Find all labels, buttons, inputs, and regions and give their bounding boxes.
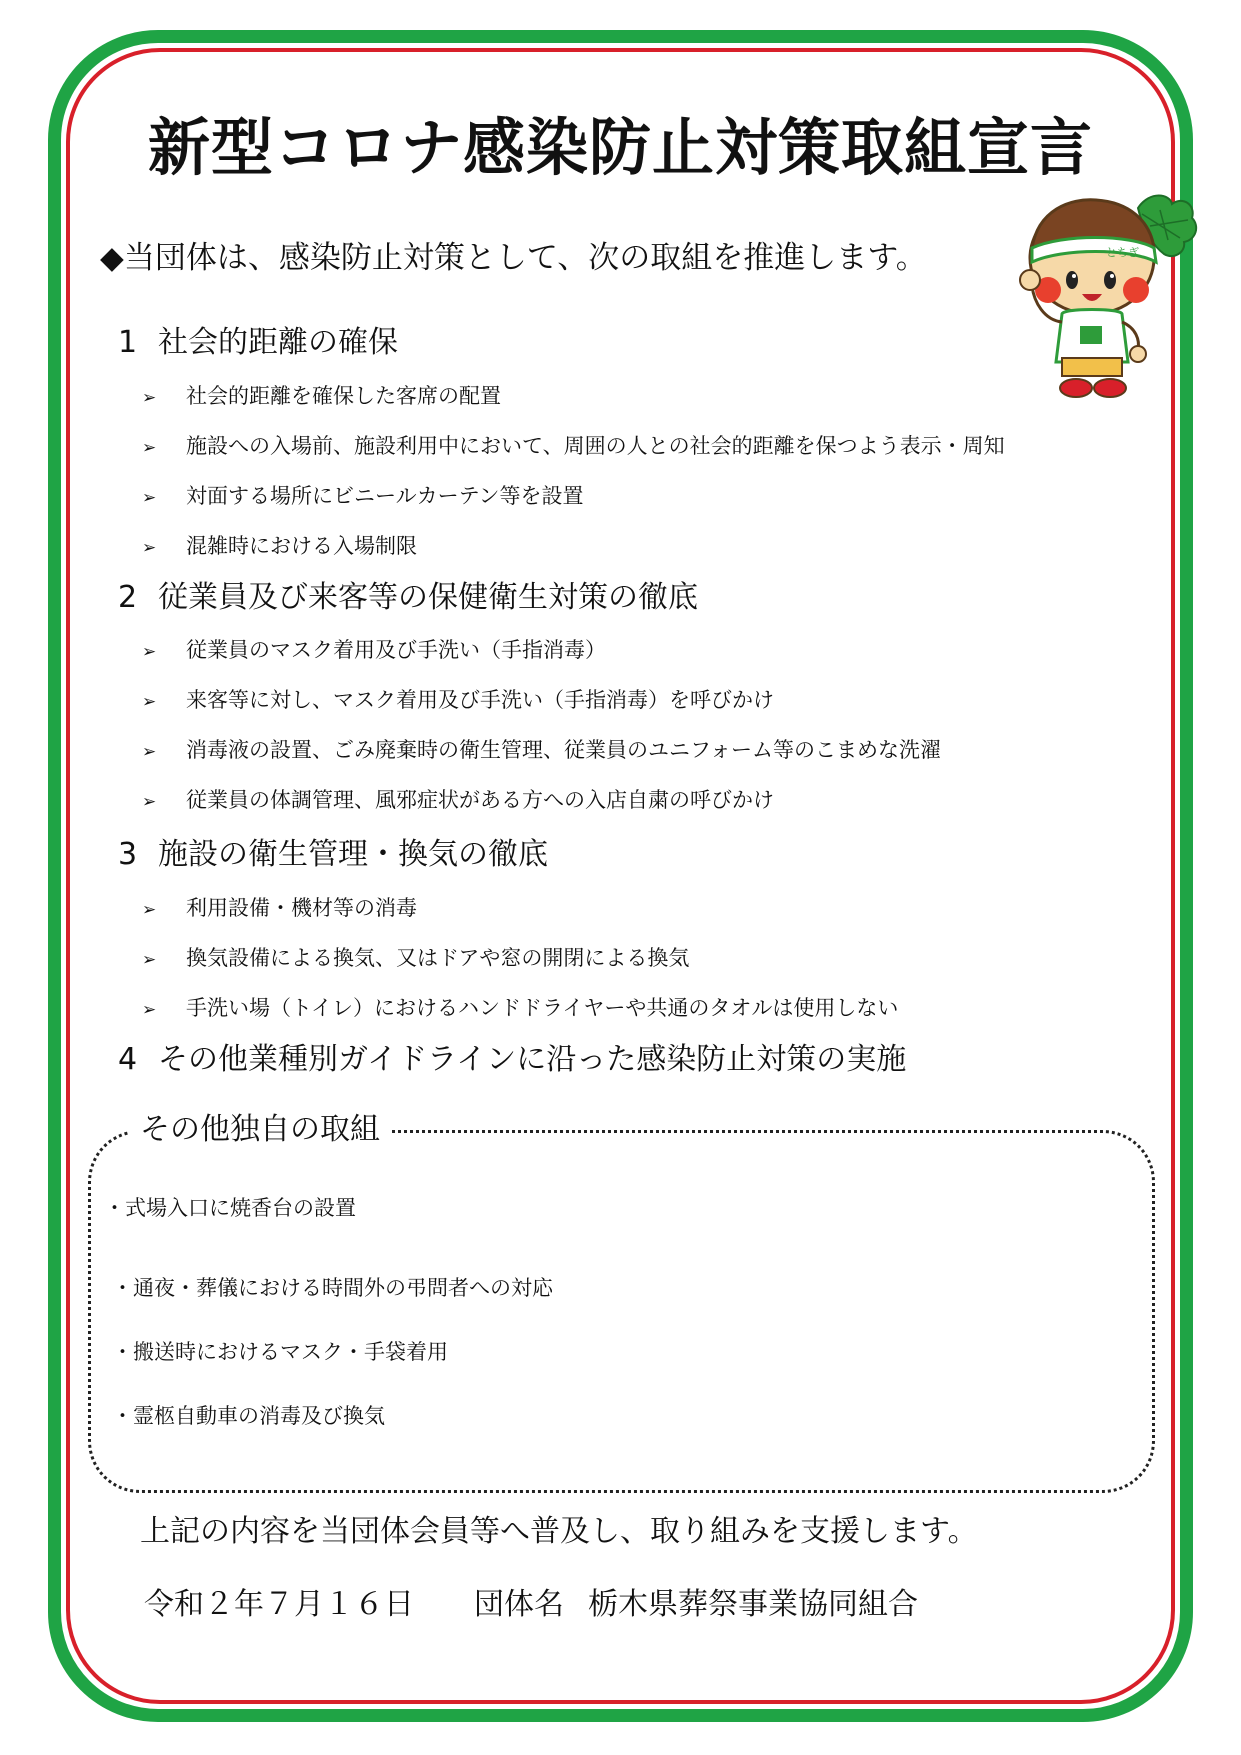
declaration-date: 令和２年７月１６日	[144, 1587, 414, 1622]
list-item: ➢ 混雑時における入場制限	[142, 531, 417, 563]
section-title: 社会的距離の確保	[158, 325, 398, 360]
section-number: 2	[118, 580, 138, 615]
list-item: ➢ 対面する場所にビニールカーテン等を設置	[142, 481, 584, 513]
arrow-bullet-icon: ➢	[142, 538, 157, 558]
list-item: ➢ 従業員の体調管理、風邪症状がある方への入店自粛の呼びかけ	[142, 785, 774, 817]
arrow-bullet-icon: ➢	[142, 438, 157, 458]
list-item: ➢ 従業員のマスク着用及び手洗い（手指消毒）	[142, 635, 606, 667]
section-2-heading	[118, 578, 698, 618]
arrow-bullet-icon: ➢	[142, 642, 157, 662]
arrow-bullet-icon: ➢	[142, 742, 157, 762]
own-measures-heading: その他独自の取組	[130, 1110, 390, 1150]
section-3-heading	[118, 835, 548, 875]
list-item: ➢ 手洗い場（トイレ）におけるハンドドライヤーや共通のタオルは使用しない	[142, 993, 898, 1025]
arrow-bullet-icon: ➢	[142, 792, 157, 812]
support-statement: 上記の内容を当団体会員等へ普及し、取り組みを支援します。	[140, 1514, 978, 1549]
own-measures-box	[88, 1130, 1155, 1493]
arrow-bullet-icon: ➢	[142, 1000, 157, 1020]
section-title: 施設の衛生管理・換気の徹底	[158, 837, 548, 872]
list-item: ➢ 消毒液の設置、ごみ廃棄時の衛生管理、従業員のユニフォーム等のこまめな洗濯	[142, 735, 941, 767]
list-item: ➢ 換気設備による換気、又はドアや窓の開閉による換気	[142, 943, 689, 975]
organization-label: 団体名	[474, 1587, 564, 1622]
section-number: 4	[118, 1042, 138, 1077]
list-item: ➢ 来客等に対し、マスク着用及び手洗い（手指消毒）を呼びかけ	[142, 685, 774, 717]
svg-text:とちぎ: とちぎ	[1106, 246, 1139, 259]
list-item: ➢ 社会的距離を確保した客席の配置	[142, 381, 501, 413]
section-number: 1	[118, 325, 138, 360]
intro-statement: ◆当団体は、感染防止対策として、次の取組を推進します。	[100, 240, 927, 276]
organization-name: 栃木県葬祭事業協同組合	[588, 1587, 918, 1622]
section-title: その他業種別ガイドラインに沿った感染防止対策の実施	[158, 1042, 907, 1077]
arrow-bullet-icon: ➢	[142, 950, 157, 970]
section-4-heading	[118, 1040, 906, 1080]
list-item: ➢ 利用設備・機材等の消毒	[142, 893, 417, 925]
section-title: 従業員及び来客等の保健衛生対策の徹底	[158, 580, 698, 615]
section-1-heading	[118, 323, 398, 363]
list-item: ➢ 施設への入場前、施設利用中において、周囲の人との社会的距離を保つよう表示・周知	[142, 431, 1005, 463]
list-item: ・搬送時におけるマスク・手袋着用	[112, 1340, 448, 1364]
list-item: ・式場入口に焼香台の設置	[104, 1196, 356, 1220]
arrow-bullet-icon: ➢	[142, 900, 157, 920]
arrow-bullet-icon: ➢	[142, 488, 157, 508]
arrow-bullet-icon: ➢	[142, 692, 157, 712]
page-title: 新型コロナ感染防止対策取組宣言	[147, 111, 1093, 184]
arrow-bullet-icon: ➢	[142, 388, 157, 408]
list-item: ・霊柩自動車の消毒及び換気	[112, 1404, 385, 1428]
list-item: ・通夜・葬儀における時間外の弔問者への対応	[112, 1276, 553, 1300]
section-number: 3	[118, 837, 138, 872]
organization	[474, 1585, 918, 1625]
tochigi-mascot-icon	[1010, 190, 1200, 400]
